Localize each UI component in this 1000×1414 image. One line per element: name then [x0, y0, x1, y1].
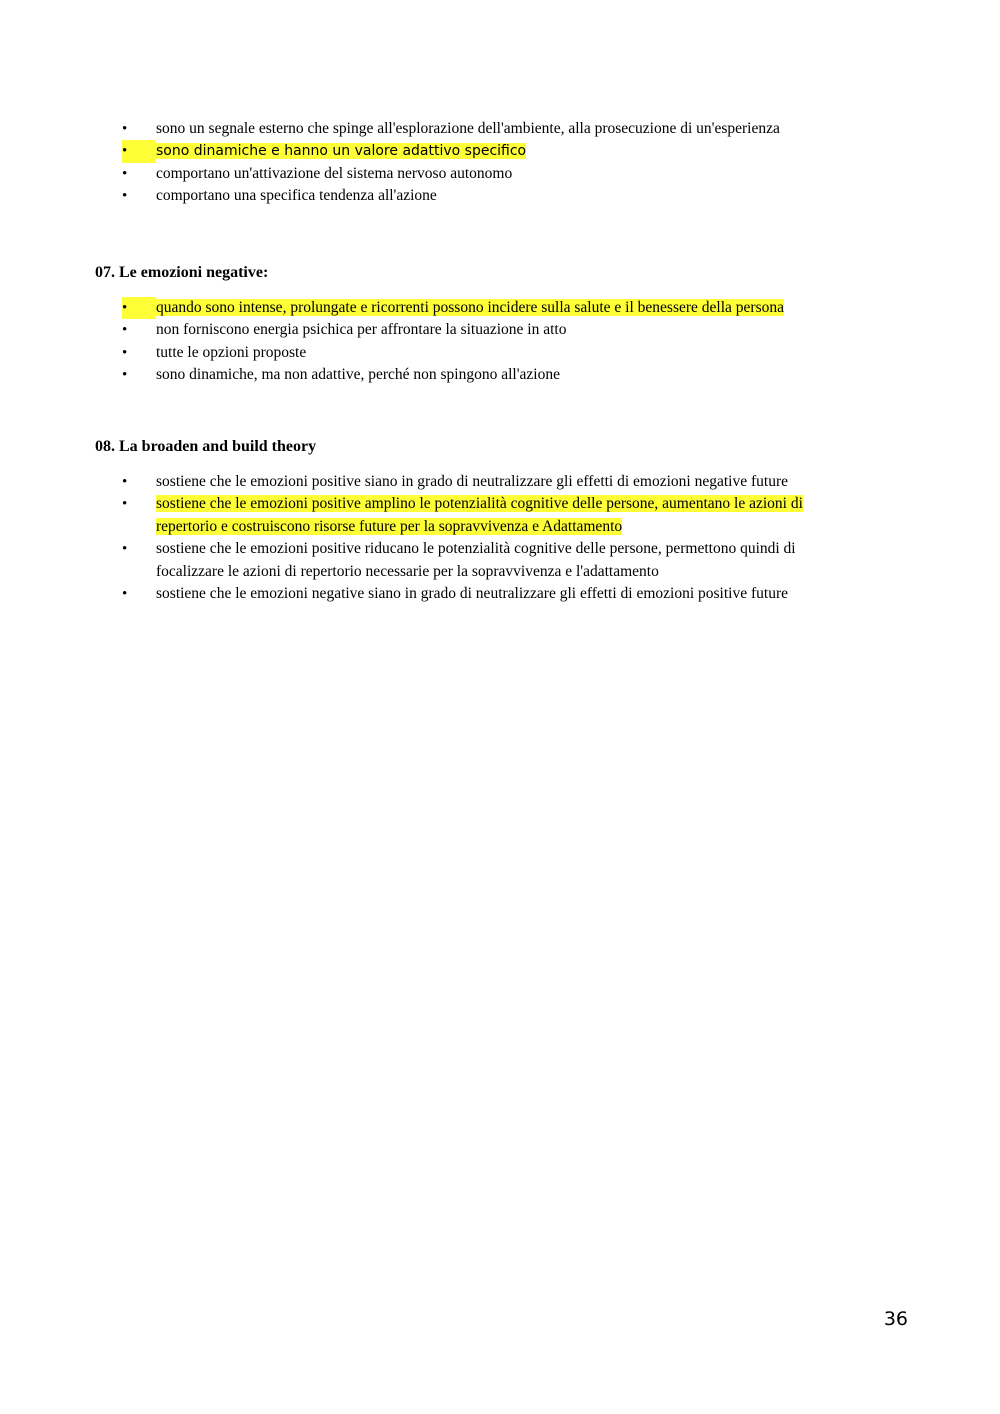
option-text: sostiene che le emozioni negative siano in grado di neutralizzare gli effetti di emozioni positive future [156, 585, 788, 603]
option-item-highlighted [0, 297, 1000, 319]
question-07-options [0, 297, 1000, 387]
question-08-title: 08. La broaden and build theory [95, 438, 317, 455]
bullet-icon: • [122, 188, 128, 205]
bullet-icon: • [122, 140, 156, 162]
option-item [0, 163, 1000, 185]
bullet-icon: • [122, 541, 128, 558]
page-number: 36 [883, 1308, 908, 1330]
option-text-highlighted: quando sono intense, prolungate e ricorrenti possono incidere sulla salute e il benessere della persona [156, 299, 784, 316]
option-text: tutte le opzioni proposte [156, 343, 307, 361]
option-text-highlighted: sostiene che le emozioni positive amplino le potenzialità cognitive delle persone, aumentano le azioni di repertorio e costruiscono risorse future per la sopravvivenza e Adattamento [156, 495, 803, 535]
option-item [0, 185, 1000, 207]
option-text: sostiene che le emozioni positive riducano le potenzialità cognitive delle persone, permettono quindi di focalizzare le azioni di repertorio necessarie per la sopravvivenza e l'adattamento [156, 540, 796, 580]
option-text: sono dinamiche, ma non adattive, perché non spingono all'azione [156, 366, 560, 384]
bullet-icon: • [122, 297, 156, 319]
bullet-icon: • [122, 474, 128, 490]
option-text-highlighted: sono dinamiche e hanno un valore adattivo specifico [156, 143, 527, 160]
bullet-icon: • [122, 344, 128, 361]
question-08-options [0, 471, 1000, 605]
option-text: comportano una specifica tendenza all'azione [156, 187, 437, 205]
question-07-title: 07. Le emozioni negative: [95, 264, 269, 281]
option-item-highlighted [0, 493, 1000, 538]
option-item [0, 471, 1000, 493]
bullet-icon: • [122, 586, 128, 603]
option-item [0, 342, 1000, 364]
option-item [0, 364, 1000, 386]
option-item-highlighted [0, 140, 1000, 162]
option-text: comportano un'attivazione del sistema nervoso autonomo [156, 164, 513, 182]
bullet-icon: • [122, 367, 128, 384]
option-text: sostiene che le emozioni positive siano in grado di neutralizzare gli effetti di emozioni negative future [156, 473, 788, 490]
prev-question-options [0, 118, 1000, 208]
option-text: non forniscono energia psichica per affrontare la situazione in atto [156, 321, 567, 339]
option-text: sono un segnale esterno che spinge all'esplorazione dell'ambiente, alla prosecuzione di un'esperienza [156, 120, 780, 137]
bullet-icon: • [122, 165, 128, 182]
option-item [0, 319, 1000, 341]
option-item [0, 538, 1000, 583]
bullet-icon: • [122, 121, 128, 137]
bullet-icon: • [122, 496, 128, 513]
option-item [0, 118, 1000, 140]
bullet-icon: • [122, 322, 128, 339]
option-item [0, 583, 1000, 605]
